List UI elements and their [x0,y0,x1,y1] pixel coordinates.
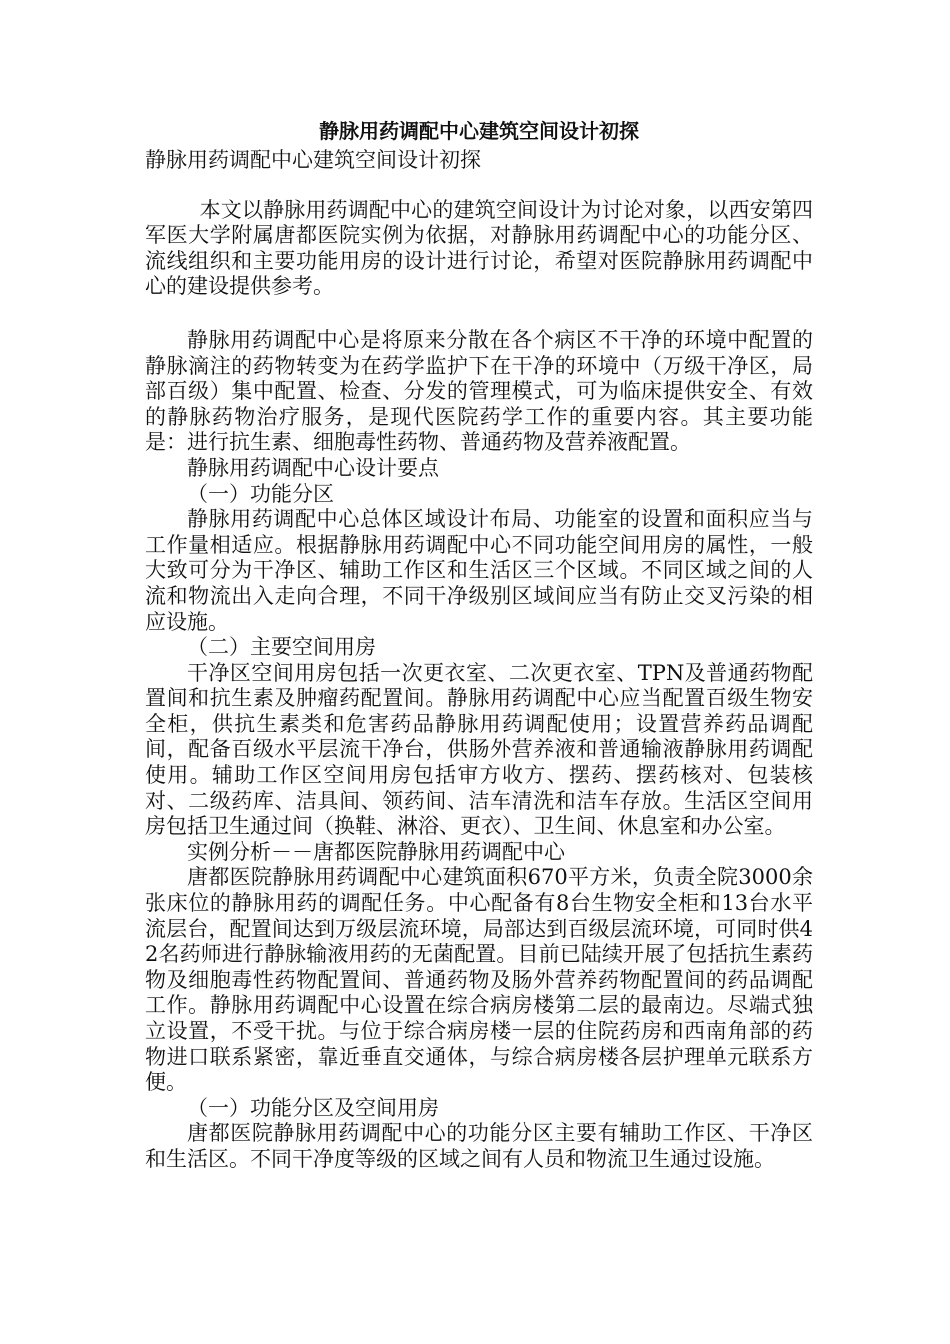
paragraph-case-zoning: 唐都医院静脉用药调配中心的功能分区主要有辅助工作区、干净区和生活区。不同干净度等级的区域之间有人员和物流卫生通过设施。 [145,1121,813,1171]
document-subtitle: 静脉用药调配中心建筑空间设计初探 [145,148,481,172]
paragraph-functional-zoning: 静脉用药调配中心总体区域设计布局、功能室的设置和面积应当与工作量相适应。根据静脉用药调配中心不同功能空间用房的属性，一般大致可分为干净区、辅助工作区和生活区三个区域。不同区域之间的人流和物流出入走向合理，不同干净级别区域间应当有防止交叉污染的相应设施。 [145,507,813,634]
document-page [145,118,813,1173]
subheading-case-zoning: （一）功能分区及空间用房 [187,1095,439,1120]
paragraph-case-overview: 唐都医院静脉用药调配中心建筑面积670平方米，负责全院3000余张床位的静脉用药的调配任务。中心配备有8台生物安全柜和13台水平流层台，配置间达到万级层流环境，局部达到百级层流环境，可同时供42名药师进行静脉输液用药的无菌配置。目前已陆续开展了包括抗生素药物及细胞毒性药物配置间、普通药物及肠外营养药物配置间的药品调配工作。静脉用药调配中心设置在综合病房楼第二层的最南边。尽端式独立设置，不受干扰。与位于综合病房楼一层的住院药房和西南角部的药物进口联系紧密，靠近垂直交通体，与综合病房楼各层护理单元联系方便。 [145,865,813,1095]
intro-paragraph: 静脉用药调配中心是将原来分散在各个病区不干净的环境中配置的静脉滴注的药物转变为在药学监护下在干净的环境中（万级干净区，局部百级）集中配置、检查、分发的管理模式，可为临床提供安全、有效的静脉药物治疗服务，是现代医院药学工作的重要内容。其主要功能是：进行抗生素、细胞毒性药物、普通药物及营养液配置。 [145,327,813,455]
section-heading-design-points: 静脉用药调配中心设计要点 [187,455,439,480]
paragraph-main-rooms: 干净区空间用房包括一次更衣室、二次更衣室、TPN及普通药物配置间和抗生素及肿瘤药配置间。静脉用药调配中心应当配置百级生物安全柜，供抗生素类和危害药品静脉用药调配使用；设置营养药品调配间，配备百级水平层流干净台，供肠外营养液和普通输液静脉用药调配使用。辅助工作区空间用房包括审方收方、摆药、摆药核对、包装核对、二级药库、洁具间、领药间、洁车清洗和洁车存放。生活区空间用房包括卫生通过间（换鞋、淋浴、更衣）、卫生间、休息室和办公室。 [145,660,813,839]
document-title: 静脉用药调配中心建筑空间设计初探 [319,119,639,143]
subheading-functional-zoning: （一）功能分区 [187,481,334,506]
subheading-main-rooms: （二）主要空间用房 [187,635,376,660]
section-heading-case-study: 实例分析－－唐都医院静脉用药调配中心 [187,839,565,864]
abstract-paragraph: 本文以静脉用药调配中心的建筑空间设计为讨论对象，以西安第四军医大学附属唐都医院实例为依据，对静脉用药调配中心的功能分区、流线组织和主要功能用房的设计进行讨论，希望对医院静脉用药调配中心的建设提供参考。 [145,197,813,299]
